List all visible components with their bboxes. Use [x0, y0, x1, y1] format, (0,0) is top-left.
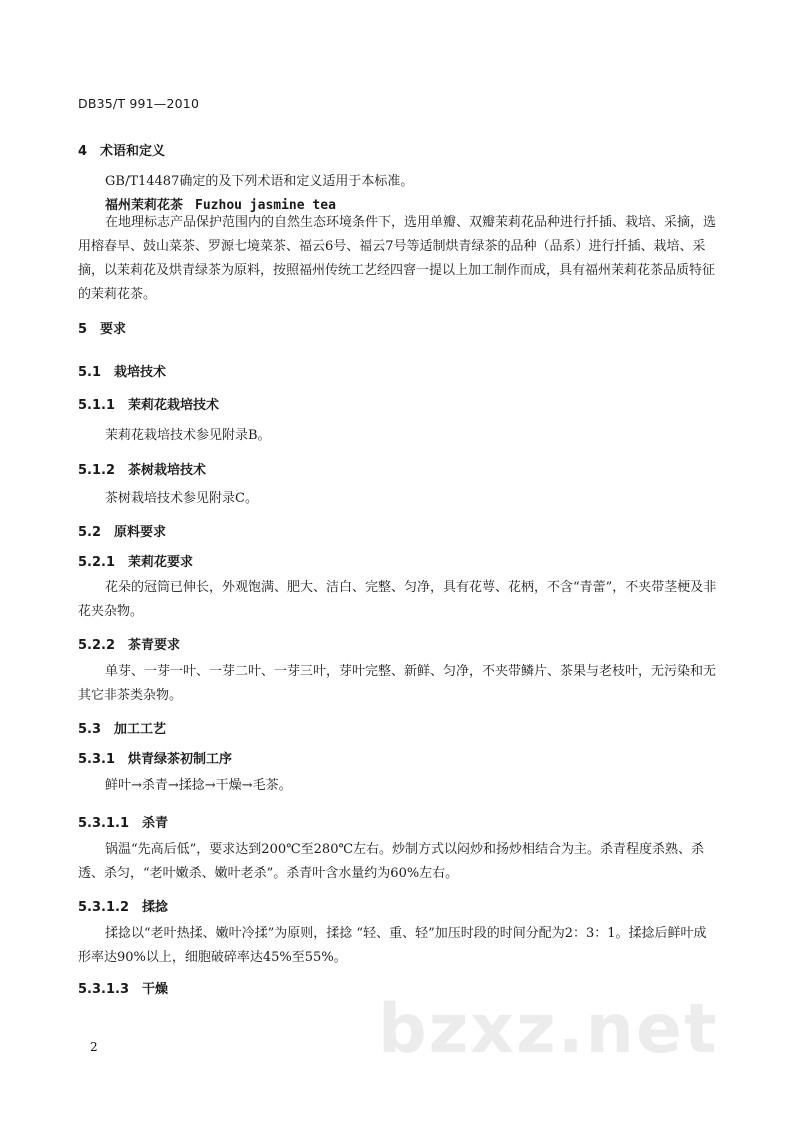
section-5-3-1-1-text: 锅温“先高后低”，要求达到200℃至280℃左右。炒制方式以闷炒和扬炒相结合为主。杀青程度杀熟、杀透、杀匀，“老叶嫩杀、嫩叶老杀”。杀青叶含水量约为60%左右。: [78, 842, 705, 881]
watermark-text: bzxz.net: [378, 990, 719, 1069]
doc-code-header: DB35/T 991—2010: [78, 96, 200, 111]
section-5-3-1-2-heading: 5.3.1.2 揉捻: [78, 900, 168, 915]
section-5-1-heading: 5.1 栽培技术: [78, 365, 167, 380]
section-5-2-heading: 5.2 原料要求: [78, 525, 167, 540]
section-5-3-heading: 5.3 加工工艺: [78, 722, 167, 737]
section-5-3-1-2-text: 揉捻以“老叶热揉、嫩叶冷揉”为原则，揉捻 “轻、重、轻”加压时段的时间分配为2：3：1。揉捻后鲜叶成形率达90%以上，细胞破碎率达45%至55%。: [78, 926, 707, 965]
section-5-3-1-heading: 5.3.1 烘青绿茶初制工序: [78, 752, 233, 767]
section-5-2-1-text: 花朵的冠筒已伸长，外观饱满、肥大、洁白、完整、匀净，具有花萼、花柄，不含“青蕾”，不夹带茎梗及非花夹杂物。: [78, 580, 717, 619]
term-definition: 在地理标志产品保护范围内的自然生态环境条件下，选用单瓣、双瓣茉莉花品种进行扦插、栽培、采摘，选用榕春早、鼓山菜茶、罗源七境菜茶、福云6号、福云7号等适制烘青绿茶的品种（品系）进行扦插、栽培、采摘，以茉莉花及烘青绿茶为原料，按照福州传统工艺经四窨一提以上加工制作而成，具有福州茉莉花茶品质特征的茉莉花茶。: [78, 215, 717, 302]
page-number: 2: [90, 1040, 98, 1054]
section-5-1-1-heading: 5.1.1 茉莉花栽培技术: [78, 398, 220, 413]
term-title-en: Fuzhou jasmine tea: [195, 198, 336, 213]
section-5-2-1-heading: 5.2.1 茉莉花要求: [78, 555, 194, 570]
section-5-1-2-text: 茶树栽培技术参见附录C。: [105, 491, 258, 506]
section-5-3-1-3-heading: 5.3.1.3 干燥: [78, 982, 168, 997]
section-5-3-1-text: 鲜叶→杀青→揉捻→干燥→毛茶。: [105, 778, 292, 793]
section-5-2-2-text: 单芽、一芽一叶、一芽二叶、一芽三叶，芽叶完整、新鲜、匀净，不夹带鳞片、茶果与老枝叶，无污染和无其它非茶类杂物。: [78, 664, 717, 703]
section-4-heading: 4 术语和定义: [78, 144, 166, 159]
section-5-1-1-text: 茉莉花栽培技术参见附录B。: [105, 428, 271, 443]
section-4-intro: GB/T14487确定的及下列术语和定义适用于本标准。: [105, 174, 414, 189]
section-5-3-1-1-heading: 5.3.1.1 杀青: [78, 816, 168, 831]
section-5-1-2-heading: 5.1.2 茶树栽培技术: [78, 463, 207, 478]
term-title-zh: 福州茉莉花茶: [105, 198, 184, 213]
section-5-2-2-heading: 5.2.2 茶青要求: [78, 638, 181, 653]
section-5-heading: 5 要求: [78, 322, 127, 337]
